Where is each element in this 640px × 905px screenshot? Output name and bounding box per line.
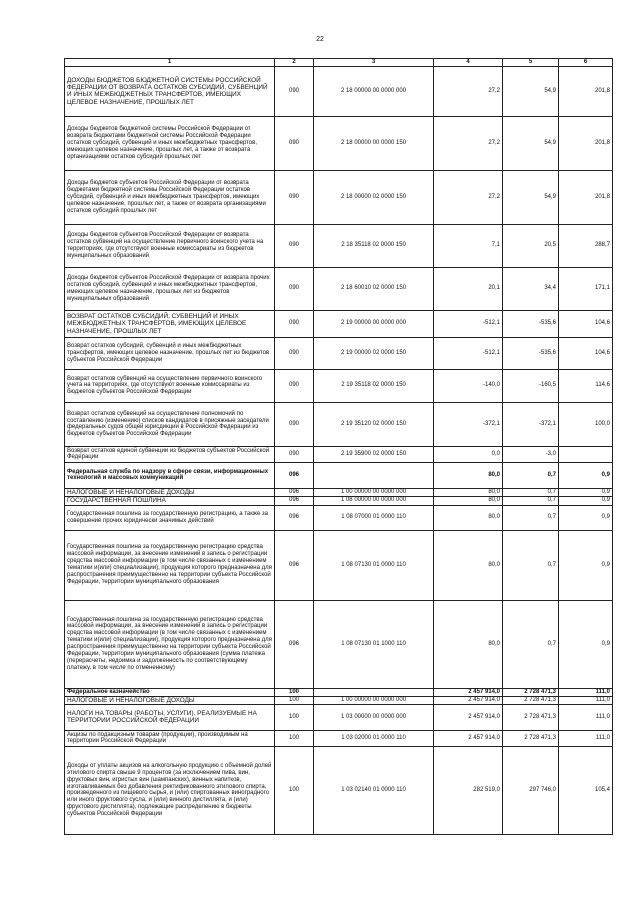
row-name-cell: ВОЗВРАТ ОСТАТКОВ СУБСИДИЙ, СУБВЕНЦИЙ И ИНЫХ МЕЖБЮДЖЕТНЫХ ТРАНСФЕРТОВ, ИМЕЮЩИХ ЦЕЛЕВОЕ НАЗНАЧЕНИЕ, ПРОШЛЫХ ЛЕТ (65, 310, 275, 337)
row-name-cell: Акцизы по подакцизным товарам (продукции), производимым на территории Российской Федерации (65, 730, 275, 746)
budget-class-code-cell: 1 03 00000 00 0000 000 (314, 704, 434, 730)
row-name-cell: Доходы бюджетов бюджетной системы Российской Федерации от возврата бюджетами бюджетной системы Российской Федерации остатков субсидий, субвенций и иных межбюджетных трансфертов, имеющих целевое назначение, прошлых лет, а также от возврата организациями остатков субсидий прошлых лет (65, 116, 275, 170)
percent-cell: 0,9 (559, 462, 613, 488)
column-header: 6 (559, 59, 613, 67)
table-row (65, 337, 613, 369)
admin-code-cell: 100 (275, 688, 314, 696)
plan-value-cell: -512,1 (434, 310, 503, 337)
row-name-cell: Федеральное казначейство (65, 688, 275, 696)
admin-code-cell: 090 (275, 267, 314, 310)
actual-value-cell: -160,5 (503, 369, 559, 402)
admin-code-cell: 100 (275, 746, 314, 834)
row-name-cell: НАЛОГИ НА ТОВАРЫ (РАБОТЫ, УСЛУГИ), РЕАЛИЗУЕМЫЕ НА ТЕРРИТОРИИ РОССИЙСКОЙ ФЕДЕРАЦИИ (65, 704, 275, 730)
table-row (65, 66, 613, 116)
plan-value-cell: 27,2 (434, 170, 503, 224)
percent-cell: 114,6 (559, 369, 613, 402)
plan-value-cell: 80,0 (434, 505, 503, 530)
budget-class-code-cell: 2 18 00000 00 0000 000 (314, 66, 434, 116)
plan-value-cell: 20,1 (434, 267, 503, 310)
percent-cell: 201,8 (559, 66, 613, 116)
row-name-cell: Возврат остатков субвенций на осуществление полномочий по составлению (изменению) списков кандидатов в присяжные заседатели федеральных судов общей юрисдикции в Российской Федерации из бюджетов субъектов Российской Федерации (65, 402, 275, 446)
percent-cell: 201,8 (559, 116, 613, 170)
plan-value-cell: 282 519,0 (434, 746, 503, 834)
budget-class-code-cell: 1 03 02000 01 0000 110 (314, 730, 434, 746)
plan-value-cell: 80,0 (434, 488, 503, 496)
admin-code-cell: 096 (275, 600, 314, 688)
row-name-cell: Государственная пошлина за государственную регистрацию средства массовой информации, за внесение изменений в запись о регистрации средства массовой информации (в том числе связанных с изменением тематики и(или) специализации), продукция которого предназначена для распространения преимущественно на территории субъекта Российской Федерации, территории муниципального образования (65, 530, 275, 600)
actual-value-cell: 20,5 (503, 224, 559, 267)
admin-code-cell: 090 (275, 170, 314, 224)
admin-code-cell: 096 (275, 530, 314, 600)
actual-value-cell: -535,6 (503, 337, 559, 369)
percent-cell: 0,9 (559, 488, 613, 496)
row-name-cell: Возврат остатков субвенций на осуществление первичного воинского учета на территориях, где отсутствуют военные комиссариаты из бюджетов субъектов Российской Федерации (65, 369, 275, 402)
actual-value-cell: 54,9 (503, 66, 559, 116)
plan-value-cell: 2 457 914,0 (434, 730, 503, 746)
column-header: 3 (314, 59, 434, 67)
budget-class-code-cell: 2 19 00000 02 0000 150 (314, 337, 434, 369)
actual-value-cell: 0,7 (503, 497, 559, 505)
plan-value-cell: 2 457 914,0 (434, 688, 503, 696)
table-row (65, 688, 613, 696)
actual-value-cell: 297 746,0 (503, 746, 559, 834)
budget-class-code-cell: 2 19 35120 02 0000 150 (314, 402, 434, 446)
plan-value-cell: -372,1 (434, 402, 503, 446)
percent-cell: 0,9 (559, 497, 613, 505)
table-row (65, 530, 613, 600)
row-name-cell: Доходы бюджетов субъектов Российской Федерации от возврата бюджетами бюджетной системы Российской Федерации остатков субсидий, субвенций и иных межбюджетных трансфертов, имеющих целевое назначение, прошлых лет, а также от возврата организациями остатков субсидий прошлых лет (65, 170, 275, 224)
column-header: 4 (434, 59, 503, 67)
percent-cell: 288,7 (559, 224, 613, 267)
table-row (65, 310, 613, 337)
row-name-cell: Федеральная служба по надзору в сфере связи, информационных технологий и массовых коммуникаций (65, 462, 275, 488)
percent-cell: 105,4 (559, 746, 613, 834)
row-name-cell: Доходы бюджетов субъектов Российской Федерации от возврата прочих остатков субсидий, субвенций и иных межбюджетных трансфертов, имеющих целевое назначение, прошлых лет из бюджетов муниципальных образований (65, 267, 275, 310)
table-row (65, 402, 613, 446)
admin-code-cell: 100 (275, 696, 314, 704)
row-name-cell: Государственная пошлина за государственную регистрацию средства массовой информации, за внесение изменений в запись о регистрации средства массовой информации (в том числе связанных с изменением тематики и(или) специализации), продукция которого предназначена для распространения преимущественно на территории субъекта Российской Федерации, территории муниципального образования (сумма платежа (перерасчеты, недоимка и задолженность по соответствующему платежу, в том числе по отмененному) (65, 600, 275, 688)
actual-value-cell: 2 728 471,3 (503, 688, 559, 696)
percent-cell: 111,0 (559, 704, 613, 730)
budget-class-code-cell: 1 00 00000 00 0000 000 (314, 488, 434, 496)
budget-class-code-cell: 2 19 35900 02 0000 150 (314, 446, 434, 462)
table-row (65, 446, 613, 462)
admin-code-cell: 090 (275, 116, 314, 170)
actual-value-cell: -535,6 (503, 310, 559, 337)
plan-value-cell: 80,0 (434, 600, 503, 688)
table-row (65, 267, 613, 310)
actual-value-cell: -3,0 (503, 446, 559, 462)
row-name-cell: Возврат остатков субсидий, субвенций и иных межбюджетных трансфертов, имеющих целевое назначение, прошлых лет из бюджетов субъектов Российской Федерации (65, 337, 275, 369)
budget-class-code-cell: 2 18 35118 02 0000 150 (314, 224, 434, 267)
row-name-cell: НАЛОГОВЫЕ И НЕНАЛОГОВЫЕ ДОХОДЫ (65, 696, 275, 704)
row-name-cell: Доходы бюджетов субъектов Российской Федерации от возврата остатков субвенций на осуществление первичного воинского учета на территориях, где отсутствуют военные комиссариаты из бюджетов муниципальных образований (65, 224, 275, 267)
percent-cell: 104,6 (559, 310, 613, 337)
actual-value-cell: 0,7 (503, 530, 559, 600)
column-header: 5 (503, 59, 559, 67)
budget-class-code-cell: 1 08 07130 01 1000 110 (314, 600, 434, 688)
plan-value-cell: 27,2 (434, 116, 503, 170)
budget-class-code-cell: 2 18 00000 00 0000 150 (314, 116, 434, 170)
plan-value-cell: 80,0 (434, 497, 503, 505)
admin-code-cell: 090 (275, 369, 314, 402)
plan-value-cell: -512,1 (434, 337, 503, 369)
budget-class-code-cell: 1 08 00000 00 0000 000 (314, 497, 434, 505)
percent-cell: 111,0 (559, 688, 613, 696)
table-row (65, 746, 613, 834)
row-name-cell: ГОСУДАРСТВЕННАЯ ПОШЛИНА (65, 497, 275, 505)
percent-cell: 100,0 (559, 402, 613, 446)
admin-code-cell: 090 (275, 402, 314, 446)
admin-code-cell: 090 (275, 224, 314, 267)
table-row (65, 224, 613, 267)
plan-value-cell: 80,0 (434, 530, 503, 600)
actual-value-cell: 2 728 471,3 (503, 704, 559, 730)
budget-class-code-cell: 1 08 07000 01 0000 110 (314, 505, 434, 530)
percent-cell: 111,0 (559, 696, 613, 704)
actual-value-cell: 54,9 (503, 170, 559, 224)
table-row (65, 488, 613, 496)
percent-cell: 111,0 (559, 730, 613, 746)
admin-code-cell: 096 (275, 488, 314, 496)
actual-value-cell: 54,9 (503, 116, 559, 170)
actual-value-cell: 2 728 471,3 (503, 730, 559, 746)
budget-revenue-table (64, 58, 613, 835)
actual-value-cell: 34,4 (503, 267, 559, 310)
actual-value-cell: -372,1 (503, 402, 559, 446)
percent-cell: 201,8 (559, 170, 613, 224)
budget-class-code-cell: 2 19 35118 02 0000 150 (314, 369, 434, 402)
plan-value-cell: 0,0 (434, 446, 503, 462)
actual-value-cell: 0,7 (503, 488, 559, 496)
plan-value-cell: 27,2 (434, 66, 503, 116)
table-row (65, 170, 613, 224)
budget-class-code-cell: 2 19 00000 00 0000 000 (314, 310, 434, 337)
table-header-row (65, 59, 613, 67)
admin-code-cell: 090 (275, 66, 314, 116)
budget-class-code-cell: 1 08 07130 01 0000 110 (314, 530, 434, 600)
plan-value-cell: 2 457 914,0 (434, 696, 503, 704)
budget-class-code-cell: 2 18 60010 02 0000 150 (314, 267, 434, 310)
actual-value-cell: 0,7 (503, 600, 559, 688)
table-row (65, 730, 613, 746)
admin-code-cell: 100 (275, 730, 314, 746)
row-name-cell: Государственная пошлина за государственную регистрацию, а также за совершение прочих юридически значимых действий (65, 505, 275, 530)
plan-value-cell: 80,0 (434, 462, 503, 488)
plan-value-cell: 7,1 (434, 224, 503, 267)
plan-value-cell: 2 457 914,0 (434, 704, 503, 730)
admin-code-cell: 096 (275, 497, 314, 505)
budget-class-code-cell: 1 00 00000 00 0000 000 (314, 696, 434, 704)
table-row (65, 704, 613, 730)
percent-cell: 104,6 (559, 337, 613, 369)
budget-class-code-cell: 2 18 00000 02 0000 150 (314, 170, 434, 224)
admin-code-cell: 096 (275, 505, 314, 530)
table-row (65, 462, 613, 488)
table-row (65, 600, 613, 688)
column-header: 2 (275, 59, 314, 67)
row-name-cell: ДОХОДЫ БЮДЖЕТОВ БЮДЖЕТНОЙ СИСТЕМЫ РОССИЙСКОЙ ФЕДЕРАЦИИ ОТ ВОЗВРАТА ОСТАТКОВ СУБСИДИЙ, СУБВЕНЦИЙ И ИНЫХ МЕЖБЮДЖЕТНЫХ ТРАНСФЕРТОВ, ИМЕЮЩИХ ЦЕЛЕВОЕ НАЗНАЧЕНИЕ, ПРОШЛЫХ ЛЕТ (65, 66, 275, 116)
admin-code-cell: 100 (275, 704, 314, 730)
percent-cell: 0,9 (559, 505, 613, 530)
table-row (65, 116, 613, 170)
table-row (65, 369, 613, 402)
plan-value-cell: -140,0 (434, 369, 503, 402)
page-number: 22 (316, 36, 324, 43)
percent-cell: 0,9 (559, 600, 613, 688)
percent-cell: 0,9 (559, 530, 613, 600)
budget-class-code-cell (314, 462, 434, 488)
budget-class-code-cell: 1 03 02140 01 0000 110 (314, 746, 434, 834)
admin-code-cell: 096 (275, 462, 314, 488)
percent-cell: 171,1 (559, 267, 613, 310)
admin-code-cell: 090 (275, 310, 314, 337)
table-row (65, 497, 613, 505)
actual-value-cell: 0,7 (503, 462, 559, 488)
actual-value-cell: 2 728 471,3 (503, 696, 559, 704)
table-row (65, 696, 613, 704)
column-header: 1 (65, 59, 275, 67)
table-row (65, 505, 613, 530)
row-name-cell: НАЛОГОВЫЕ И НЕНАЛОГОВЫЕ ДОХОДЫ (65, 488, 275, 496)
actual-value-cell: 0,7 (503, 505, 559, 530)
admin-code-cell: 090 (275, 446, 314, 462)
row-name-cell: Доходы от уплаты акцизов на алкогольную продукцию с объемной долей этилового спирта свыше 9 процентов (за исключением пива, вин, фруктовых вин, игристых вин (шампанских), винных напитков, изготавливаемых без добавления ректификованного этилового спирта, произведенного из пищевого сырья, и (или) спиртованных виноградного или иного фруктового сусла, и (или) винного дистиллята, и (или) фруктового дистиллята), подлежащие распределению в бюджеты субъектов Российской Федерации (65, 746, 275, 834)
admin-code-cell: 090 (275, 337, 314, 369)
percent-cell (559, 446, 613, 462)
budget-class-code-cell (314, 688, 434, 696)
row-name-cell: Возврат остатков единой субвенции из бюджетов субъектов Российской Федерации (65, 446, 275, 462)
